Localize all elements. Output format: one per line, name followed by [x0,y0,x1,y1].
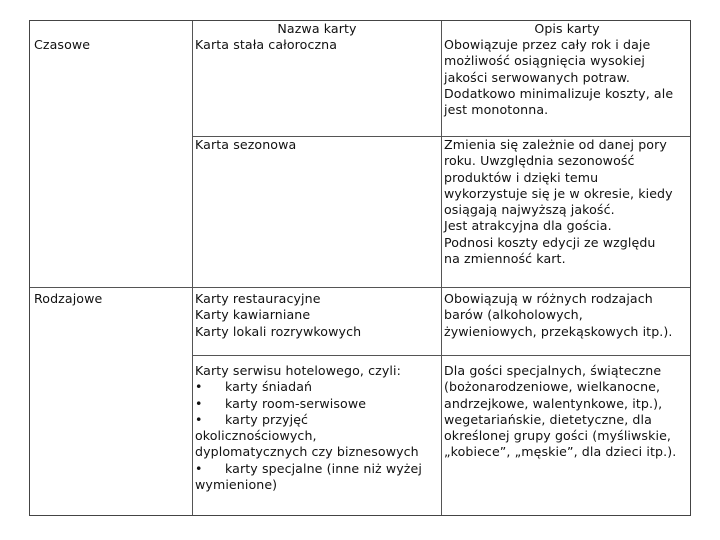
bullet-item [195,396,422,412]
header-description: Opis karty [534,21,600,36]
row-divider [192,355,690,356]
description-line: Dodatkowo minimalizuje koszty, ale [444,85,674,101]
description-line: wegetariańskie, dietetyczne, dla [444,411,652,427]
column-divider [441,21,442,515]
bullet-item [195,412,422,428]
card-name-line: okolicznościowych, [195,428,317,444]
menu-types-table [29,20,691,516]
card-name-line: Karty restauracyjne [195,291,321,306]
description-line: produktów i dzięki temu [444,169,599,185]
description-line: Jest atrakcyjna dla gościa. [444,218,612,234]
card-description [444,137,673,267]
card-description [444,291,673,340]
description-line: osiągają najwyższą jakość. [444,202,615,218]
bullet-item [195,461,422,477]
card-name [195,37,337,53]
card-name-line: Karty kawiarniane [195,307,311,323]
bullet-text: karty przyjęć [225,411,309,427]
card-name-line: wymienione) [195,477,278,493]
description-line: wykorzystuje się je w okresie, kiedy [444,185,673,201]
card-name [195,291,361,340]
bullet-text: karty room-serwisowe [225,395,367,411]
card-name-line: Karta stała całoroczna [195,37,338,52]
description-line: na zmienność kart. [444,251,566,267]
row-divider [30,287,690,288]
column-divider [192,21,193,515]
bullet-text: karty śniadań [225,379,313,395]
description-line: roku. Uwzględnia sezonowość [444,153,635,169]
description-line: Zmienia się zależnie od danej pory [444,137,667,152]
card-name-line: Karty lokali rozrywkowych [195,323,362,339]
card-name [195,137,296,153]
description-line: (bożonarodzeniowe, wielkanocne, [444,379,661,395]
description-line: andrzejkowe, walentynkowe, itp.), [444,395,663,411]
card-name-line: Karty serwisu hotelowego, czyli: [195,363,401,378]
category-label: Czasowe [34,37,91,52]
card-name [195,363,422,493]
bullet-item [195,379,422,395]
header-name: Nazwa karty [277,21,357,36]
description-line: barów (alkoholowych, [444,307,583,323]
description-line: jakości serwowanych potraw. [444,69,630,85]
bullet-icon: • [195,411,203,427]
card-description [444,37,673,118]
description-line: Obowiązuje przez cały rok i daje [444,37,651,52]
description-line: Podnosi koszty edycji ze względu [444,234,656,250]
description-line: określonej grupy gości (myśliwskie, [444,428,672,444]
description-line: żywieniowych, przekąskowych itp.). [444,323,673,339]
description-line: jest monotonna. [444,102,549,118]
bullet-text: karty specjalne (inne niż wyżej [225,460,422,476]
card-name-line: Karta sezonowa [195,137,297,152]
description-line: możliwość osiągnięcia wysokiej [444,53,645,69]
card-description [444,363,676,461]
bullet-icon: • [195,379,203,395]
category-label: Rodzajowe [34,291,103,306]
description-line: Obowiązują w różnych rodzajach [444,291,653,306]
bullet-icon: • [195,460,203,476]
description-line: Dla gości specjalnych, świąteczne [444,363,662,378]
card-name-line: dyplomatycznych czy biznesowych [195,444,419,460]
description-line: „kobiece”, „męskie”, dla dzieci itp.). [444,444,677,460]
bullet-icon: • [195,395,203,411]
